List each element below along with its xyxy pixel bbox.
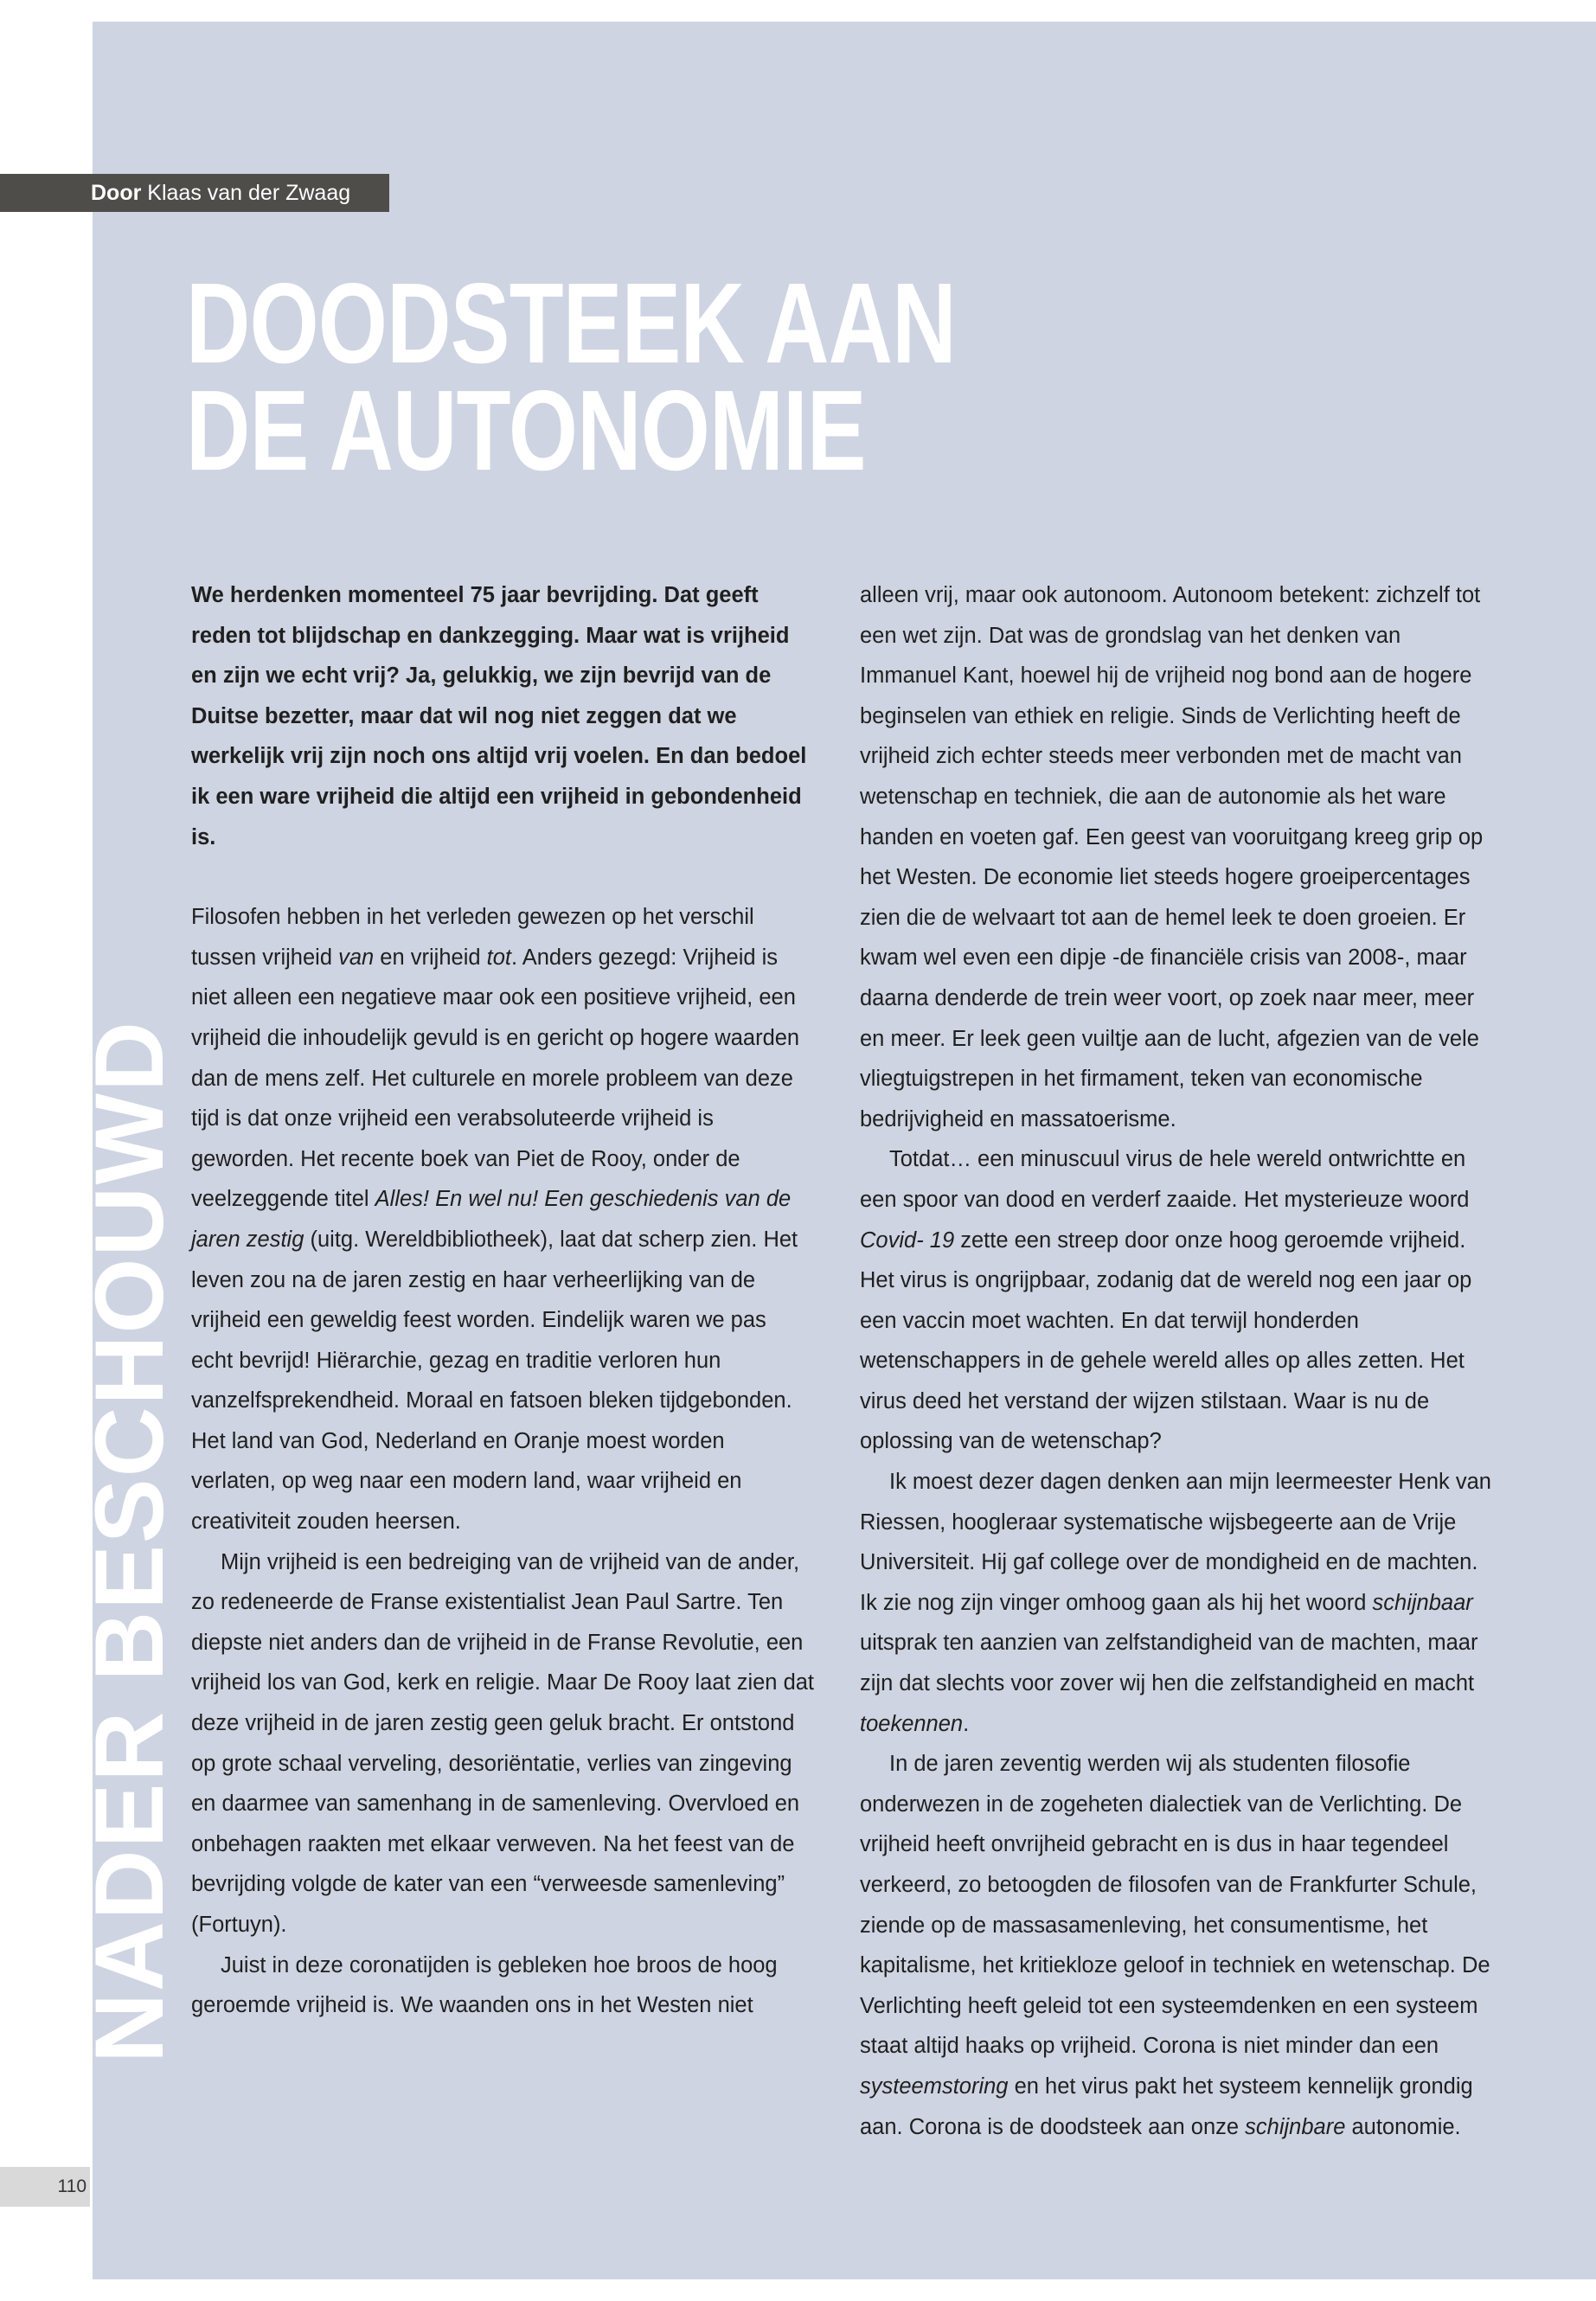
paragraph-5: Ik moest dezer dagen denken aan mijn leermeester Henk van Riessen, hoogleraar systematische wijsbegeerte aan de Vrije Universiteit. Hij gaf college over de mondigheid en de machten. Ik zie nog zijn vinger omhoog gaan als hij het woord schijnbaar uitsprak ten aanzien van zelfstandigheid van de machten, maar zijn dat slechts voor zover wij hen die zelfstandigheid en macht toekennen. — [860, 1470, 1491, 1736]
byline-prefix: Door — [91, 181, 142, 205]
byline-author: Klaas van der Zwaag — [147, 181, 351, 205]
paragraph-3-continued: alleen vrij, maar ook autonoom. Autonoom betekent: zichzelf tot een wet zijn. Dat was de grondslag van het denken van Immanuel Kant, hoewel hij de vrijheid nog bond aan de hogere beginselen van ethiek en religie. Sinds de Verlichting heeft de vrijheid zich echter steeds meer verbonden met de macht van wetenschap en techniek, die aan de autonomie als het ware handen en voeten gaf. Een geest van vooruitgang kreeg grip op het Westen. De economie liet steeds hogere groeipercentages zien die de welvaart tot aan de hemel leek te doen groeien. Er kwam wel even een dipje -de financiële crisis van 2008-, maar daarna denderde de trein weer voort, op zoek naar meer, meer en meer. Er leek geen vuiltje aan de lucht, afgezien van de vele vliegtuigstrepen in het firmament, teken van economische bedrijvigheid en massatoerisme. — [860, 583, 1484, 1131]
lead-paragraph: We herdenken momenteel 75 jaar bevrijding. Dat geeft reden tot blijdschap en dankzegging. Maar wat is vrijheid en zijn we echt vrij? Ja, gelukkig, we zijn bevrijd van de Duitse bezetter, maar dat wil nog niet zeggen dat we werkelijk vrij zijn noch ons altijd vrij voelen. En dan bedoel ik een ware vrijheid die altijd een vrijheid in gebondenheid is. — [191, 583, 807, 849]
paragraph-4: Totdat… een minuscuul virus de hele wereld ontwrichtte en een spoor van dood en verderf zaaide. Het mysterieuze woord Covid- 19 zette een streep door onze hoog geroemde vrijheid. Het virus is ongrijpbaar, zodanig dat de wereld nog een jaar op een vaccin moet wachten. En dat terwijl honderden wetenschappers in de gehele wereld alles op alles zetten. Het virus deed het verstand der wijzen stilstaan. Waar is nu de oplossing van de wetenschap? — [860, 1147, 1472, 1454]
page-number: 110 — [0, 2167, 90, 2207]
paragraph-2: Mijn vrijheid is een bedreiging van de vrijheid van de ander, zo redeneerde de Franse existentialist Jean Paul Sartre. Ten diepste niet anders dan de vrijheid in de Franse Revolutie, een vrijheid los van God, kerk en religie. Maar De Rooy laat zien dat deze vrijheid in de jaren zestig geen geluk bracht. Er ontstond op grote schaal verveling, desoriëntatie, verlies van zingeving en daarmee van samenhang in de samenleving. Overvloed en onbehagen raakten met elkaar verweven. Na het feest van de bevrijding volgde de kater van een “verweesde samenleving” (Fortuyn). — [191, 1549, 815, 1937]
text-column-left — [191, 575, 814, 2026]
byline — [0, 174, 389, 212]
title-line-1: DOODSTEEK AAN — [186, 260, 956, 387]
article-title — [186, 260, 1131, 494]
paragraph-1: Filosofen hebben in het verleden gewezen op het verschil tussen vrijheid van en vrijheid tot. Anders gezegd: Vrijheid is niet alleen een negatieve maar ook een positieve vrijheid, een vrijheid die inhoudelijk gevuld is en gericht op hogere waarden dan de mens zelf. Het culturele en morele probleem van deze tijd is dat onze vrijheid een verabsoluteerde vrijheid is geworden. Het recente boek van Piet de Rooy, onder de veelzeggende titel Alles! En wel nu! Een geschiedenis van de jaren zestig (uitg. Wereldbibliotheek), laat dat scherp zien. Het leven zou na de jaren zestig en haar verheerlijking van de vrijheid een geweldig feest worden. Eindelijk waren we pas echt bevrijd! Hiërarchie, gezag en traditie verloren hun vanzelfsprekendheid. Moraal en fatsoen bleken tijdgebonden. Het land van God, Nederland en Oranje moest worden verlaten, op weg naar een modern land, waar vrijheid en creativiteit zouden heersen. — [191, 905, 800, 1535]
section-label: NADER BESCHOUWD — [75, 1020, 183, 2063]
paragraph-6: In de jaren zeventig werden wij als studenten filosofie onderwezen in de zogeheten dialectiek van de Verlichting. De vrijheid heeft onvrijheid gebracht en is dus in haar tegendeel verkeerd, zo betoogden de filosofen van de Frankfurter Schule, ziende op de massasamenleving, het consumentisme, het kapitalisme, het kritiekloze geloof in techniek en wetenschap. De Verlichting heeft geleid tot een systeemdenken en een systeem staat altijd haaks op vrijheid. Corona is niet minder dan een systeemstoring en het virus pakt het systeem kennelijk grondig aan. Corona is de doodsteek aan onze schijnbare autonomie. — [860, 1752, 1490, 2139]
paragraph-3: Juist in deze coronatijden is gebleken hoe broos de hoog geroemde vrijheid is. We waanden ons in het Westen niet — [191, 1952, 778, 2018]
text-column-right — [860, 575, 1491, 2147]
title-line-2: DE AUTONOMIE — [186, 367, 866, 494]
